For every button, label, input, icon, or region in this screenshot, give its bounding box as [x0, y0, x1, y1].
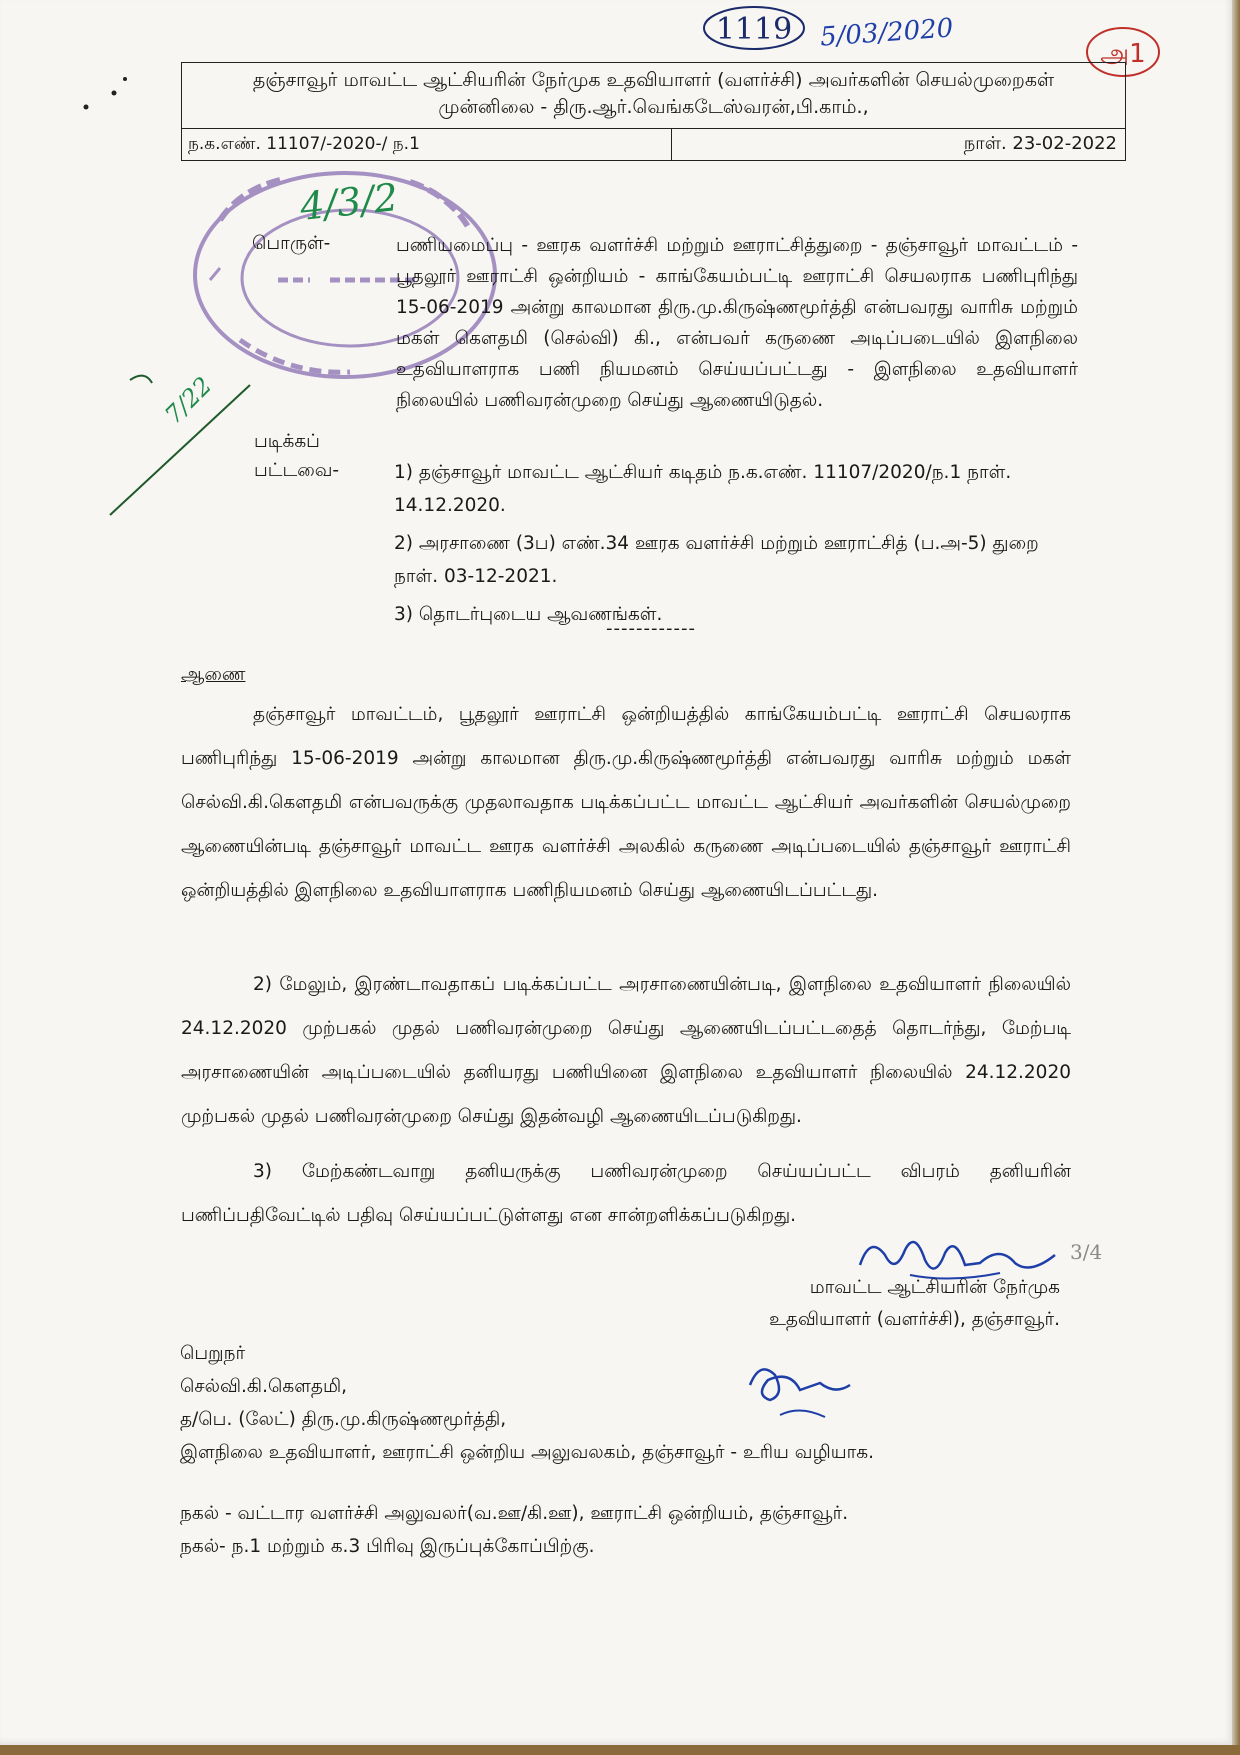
subject-text: பணியமைப்பு - ஊரக வளர்ச்சி மற்றும் ஊராட்சித்துறை - தஞ்சாவூர் மாவட்டம் - பூதலூர் ஊராட்சி ஒன்றியம் - காங்கேயம்பட்டி ஊராட்சி செயலராக பணிபுரிந்து 15-06-2019 அன்று காலமான திரு.மு.கிருஷ்ணமூர்த்தி என்பவரது வாரிசு மற்றும் மகள் கௌதமி (செல்வி) கி., என்பவர் கருணை அடிப்படையில் இளநிலை உதவியாளராக பணி நியமனம் செய்யப்பட்டது - இளநிலை உதவியாளர் நிலையில் பணிவரன்முறை செய்து ஆணையிடுதல். — [396, 235, 1078, 411]
order-paragraph-1: தஞ்சாவூர் மாவட்டம், பூதலூர் ஊராட்சி ஒன்றியத்தில் காங்கேயம்பட்டி ஊராட்சி செயலராக பணிபுரிந்து 15-06-2019 அன்று காலமான திரு.மு.கிருஷ்ணமூர்த்தி என்பவரது வாரிசு மற்றும் மகள் செல்வி.கி.கௌதமி என்பவருக்கு முதலாவதாக படிக்கப்பட்ட மாவட்ட ஆட்சியர் அவர்களின் செயல்முறை ஆணையின்படி தஞ்சாவூர் மாவட்ட ஊரக வளர்ச்சி அலகில் கருணை அடிப்படையில் தஞ்சாவூர் ஊராட்சி ஒன்றியத்தில் இளநிலை உதவியாளராக பணிநியமனம் செய்து ஆணையிடப்பட்டது. — [181, 704, 1071, 901]
order-heading: ஆணை — [181, 664, 246, 685]
header-title-line2: முன்னிலை - திரு.ஆர்.வெங்கடேஸ்வரன்,பி.காம்., — [438, 96, 869, 118]
svg-text:7/22: 7/22 — [159, 371, 218, 430]
reference-number: ந.க.எண். 11107/-2020-/ ந.1 — [182, 129, 672, 160]
order-paragraph-2: 2) மேலும், இரண்டாவதாகப் படிக்கப்பட்ட அரசாணையின்படி, இளநிலை உதவியாளர் நிலையில் 24.12.2020 முற்பகல் முதல் பணிவரன்முறை செய்து ஆணையிடப்பட்டதைத் தொடர்ந்து, மேற்படி அரசாணையின் அடிப்படையில் தனியரது பணியினை இளநிலை உதவியாளர் நிலையில் 24.12.2020 முற்பகல் முதல் பணிவரன்முறை செய்து இதன்வழி ஆணையிடப்படுகிறது. — [181, 974, 1071, 1127]
recipient-line: செல்வி.கி.கௌதமி, — [180, 1376, 348, 1397]
header-box — [181, 62, 1126, 161]
file-number-text: 1119 — [715, 12, 793, 47]
svg-text:அ1: அ1 — [1100, 39, 1146, 69]
margin-annotation — [100, 345, 270, 525]
order-paragraph-3: 3) மேற்கண்டவாறு தனியருக்கு பணிவரன்முறை செய்யப்பட்ட விபரம் தனியரின் பணிப்பதிவேட்டில் பதிவு செய்யப்பட்டுள்ளது என சான்றளிக்கப்படுகிறது. — [181, 1161, 1071, 1226]
handwritten-date-note: 5/03/2020 — [819, 13, 955, 53]
reference-item: 1) தஞ்சாவூர் மாவட்ட ஆட்சியர் கடிதம் ந.க.எண். 11107/2020/ந.1 நாள். 14.12.2020. — [394, 462, 1012, 516]
copy-line: நகல் - வட்டார வளர்ச்சி அலுவலர்(வ.ஊ/கி.ஊ), ஊராட்சி ஒன்றியம், தஞ்சாவூர். — [180, 1503, 849, 1524]
recipient-line: இளநிலை உதவியாளர், ஊராட்சி ஒன்றிய அலுவலகம், தஞ்சாவூர் - உரிய வழியாக. — [180, 1442, 874, 1463]
signatory-block — [760, 1272, 1060, 1336]
file-number-annotation — [700, 2, 810, 54]
separator: ------------ — [606, 618, 696, 639]
recipient-line: த/பெ. (லேட்) திரு.மு.கிருஷ்ணமூர்த்தி, — [180, 1409, 507, 1430]
recipient-label: பெறுநர் — [180, 1343, 246, 1364]
page-bottom-edge — [0, 1745, 1240, 1755]
fraction-note: 3/4 — [1070, 1240, 1103, 1264]
header-title — [182, 63, 1125, 129]
reference-item: 3) தொடர்புடைய ஆவணங்கள். — [394, 604, 663, 625]
margin-ink-dots — [80, 75, 140, 115]
copy-line: நகல்- ந.1 மற்றும் க.3 பிரிவு இருப்புக்கோப்பிற்கு. — [180, 1536, 595, 1557]
read-label: படிக்கப் பட்டவை- — [254, 431, 340, 481]
page-edge — [1232, 0, 1240, 1755]
header-title-line1: தஞ்சாவூர் மாவட்ட ஆட்சியரின் நேர்முக உதவியாளர் (வளர்ச்சி) அவர்களின் செயல்முறைகள் — [252, 69, 1055, 91]
signatory-line2: உதவியாளர் (வளர்ச்சி), தஞ்சாவூர். — [769, 1309, 1060, 1330]
reference-item: 2) அரசாணை (3ப) எண்.34 ஊரக வளர்ச்சி மற்றும் ஊராட்சித் (ப.அ-5) துறை நாள். 03-12-2021. — [394, 533, 1039, 587]
reference-list — [394, 456, 1076, 636]
recipient-block — [180, 1337, 874, 1469]
copy-list — [180, 1497, 848, 1563]
subject-label: பொருள்- — [252, 233, 331, 254]
signatory-line1: மாவட்ட ஆட்சியரின் நேர்முக — [809, 1277, 1060, 1298]
stamp-handwritten-note: 4/3/2 — [297, 174, 401, 230]
document-date: நாள். 23-02-2022 — [963, 133, 1117, 154]
